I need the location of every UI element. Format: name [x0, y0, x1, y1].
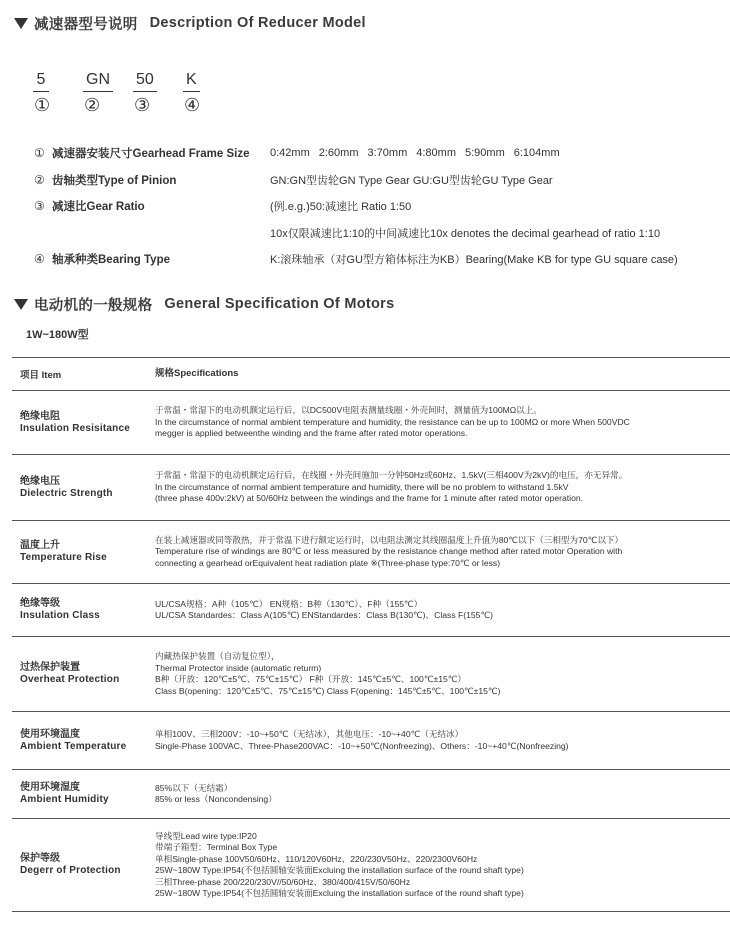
- bearing-type-value: K:滚珠轴承（对GU型方箱体标注为KB）Bearing(Make KB for type GU square case): [270, 254, 678, 266]
- desc-gear-ratio: ③ 减速比Gear Ratio: [34, 199, 145, 213]
- table-header: [12, 358, 730, 390]
- reducer-title-en: Description Of Reducer Model: [149, 15, 366, 31]
- header-item: 项目 Item: [20, 370, 62, 381]
- gear-ratio-value: (例.e.g.)50:减速比 Ratio 1:50: [270, 201, 412, 213]
- spec-table: [12, 357, 730, 912]
- table-row-ambient-temperature: 使用环境温度 Ambient Temperature 单相100V、三相200V：-10~+50℃（无结冰），其他电压：-10~+40℃（无结冰） Single-Phase 100VAC、Three-Phase200VAC：-10~+50℃(Nonfreezing)、Others：-10~+40℃(Nonfreezing): [20, 728, 569, 752]
- reducer-section-title: [14, 12, 366, 34]
- table-row-temperature-rise: 温度上升 Temperature Rise 在装上减速器或同等散热，并于常温下进行额定运行时，以电阻法测定其线圈温度上升值为80℃以下（三相型为70℃以下） Temperature rise of windings are 80℃ or less measured by the resistance change method after rated motor Operation with connecting a gearhead orEquivalent heat radiation plate ※(Three-phase type:70℃ or less): [20, 534, 624, 568]
- table-row-overheat-protection: 过热保护装置 Overheat Protection 内藏热保护装置（自动复位型）， Thermal Protector inside (automatic returm) B种（开放：120℃±5℃、75℃±15℃） F种（开放：145℃±5℃、100℃±15℃） Class B(opening：120℃±5℃、75℃±15℃) Class F(opening：145℃±5℃、100℃±15℃): [20, 651, 501, 696]
- triangle-down-icon: [14, 299, 28, 310]
- code-segment: 50 ③: [133, 70, 183, 116]
- model-code: [33, 70, 233, 116]
- desc-bearing-type: ④ 轴承种类Bearing Type: [34, 252, 170, 266]
- desc-pinion-type: ② 齿轴类型Type of Pinion: [34, 173, 177, 187]
- code-segment: 5 ①: [34, 71, 51, 115]
- table-row-protection-degree: 保护等级 Degerr of Protection 导线型Lead wire type:IP20 带端子箱型：Terminal Box Type 单相Single-phase 100V50/60Hz、110/120V60Hz、220/230V50Hz、220/2300V60Hz 25W~180W Type:IP54(不包括圆轴安装面Excluing the installation surface of the round shaft type) 三相Three-phase 200/220/230V//50/60Hz、380/400/415V/50/60Hz 25W~180W Type:IP54(不包括圆轴安装面Excluing the installation surface of the round shaft type): [20, 830, 524, 898]
- table-row-dielectric-strength: 绝缘电压 Dielectric Strength 于常温・常湿下的电动机额定运行后，在线圈・外壳间施加一分钟50Hz或60Hz、1.5kV(三相400V为2kV)的电压，亦无异常。 In the circumstance of normal ambient temperature and humidity, there will be no problem to withstand 1.5kV (three phase 400v:2kV) at 50/60Hz between the windings and the frame for 1 minute after rated motor operation.: [20, 470, 628, 504]
- gear-ratio-note: 10x仅限减速比1:10的中间减速比10x denotes the decimal gearhead of ratio 1:10: [270, 228, 661, 240]
- triangle-down-icon: [14, 18, 28, 29]
- code-segment: K ④: [184, 71, 201, 115]
- table-row-ambient-humidity: 使用环境湿度 Ambient Humidity 85%以下（无结霜） 85% or less（Noncondensing）: [20, 782, 277, 805]
- pinion-type-value: GN:GN型齿轮GN Type Gear GU:GU型齿轮GU Type Gear: [270, 175, 553, 187]
- code-segment: GN ②: [83, 70, 133, 116]
- table-rule: [12, 911, 730, 912]
- motor-section-title: [14, 293, 394, 315]
- reducer-title-cn: 减速器型号说明: [34, 16, 138, 33]
- table-row-insulation-class: 绝缘等级 Insulation Class UL/CSA规格：A种（105℃） EN规格：B种（130℃）、F种（155℃） UL/CSA Standardes：Class A(105℃) ENStandardes：Class B(130℃)、Class F(155℃): [20, 598, 493, 621]
- header-spec: 规格Specifications: [155, 368, 239, 380]
- motor-title-cn: 电动机的一般规格: [34, 297, 153, 314]
- desc-frame-size: ① 减速器安装尺寸Gearhead Frame Size: [34, 146, 250, 160]
- frame-size-options: 0:42mm 2:60mm 3:70mm 4:80mm 5:90mm 6:104mm: [270, 147, 560, 159]
- motor-subtitle: 1W~180W型: [26, 329, 89, 341]
- motor-title-en: General Specification Of Motors: [164, 296, 395, 312]
- table-row-insulation-resistance: 绝缘电阻 Insulation Resisitance 于常温・常湿下的电动机额定运行后，以DC500V电阻表测量线圈・外壳间时，测量值为100MΩ以上。 In the circumstance of normal ambient temperature and humidity, the resistance can be up to 100MΩ or more When 500VDC megger is applied betweenthe winding and the frame after rated motor operations.: [20, 405, 630, 439]
